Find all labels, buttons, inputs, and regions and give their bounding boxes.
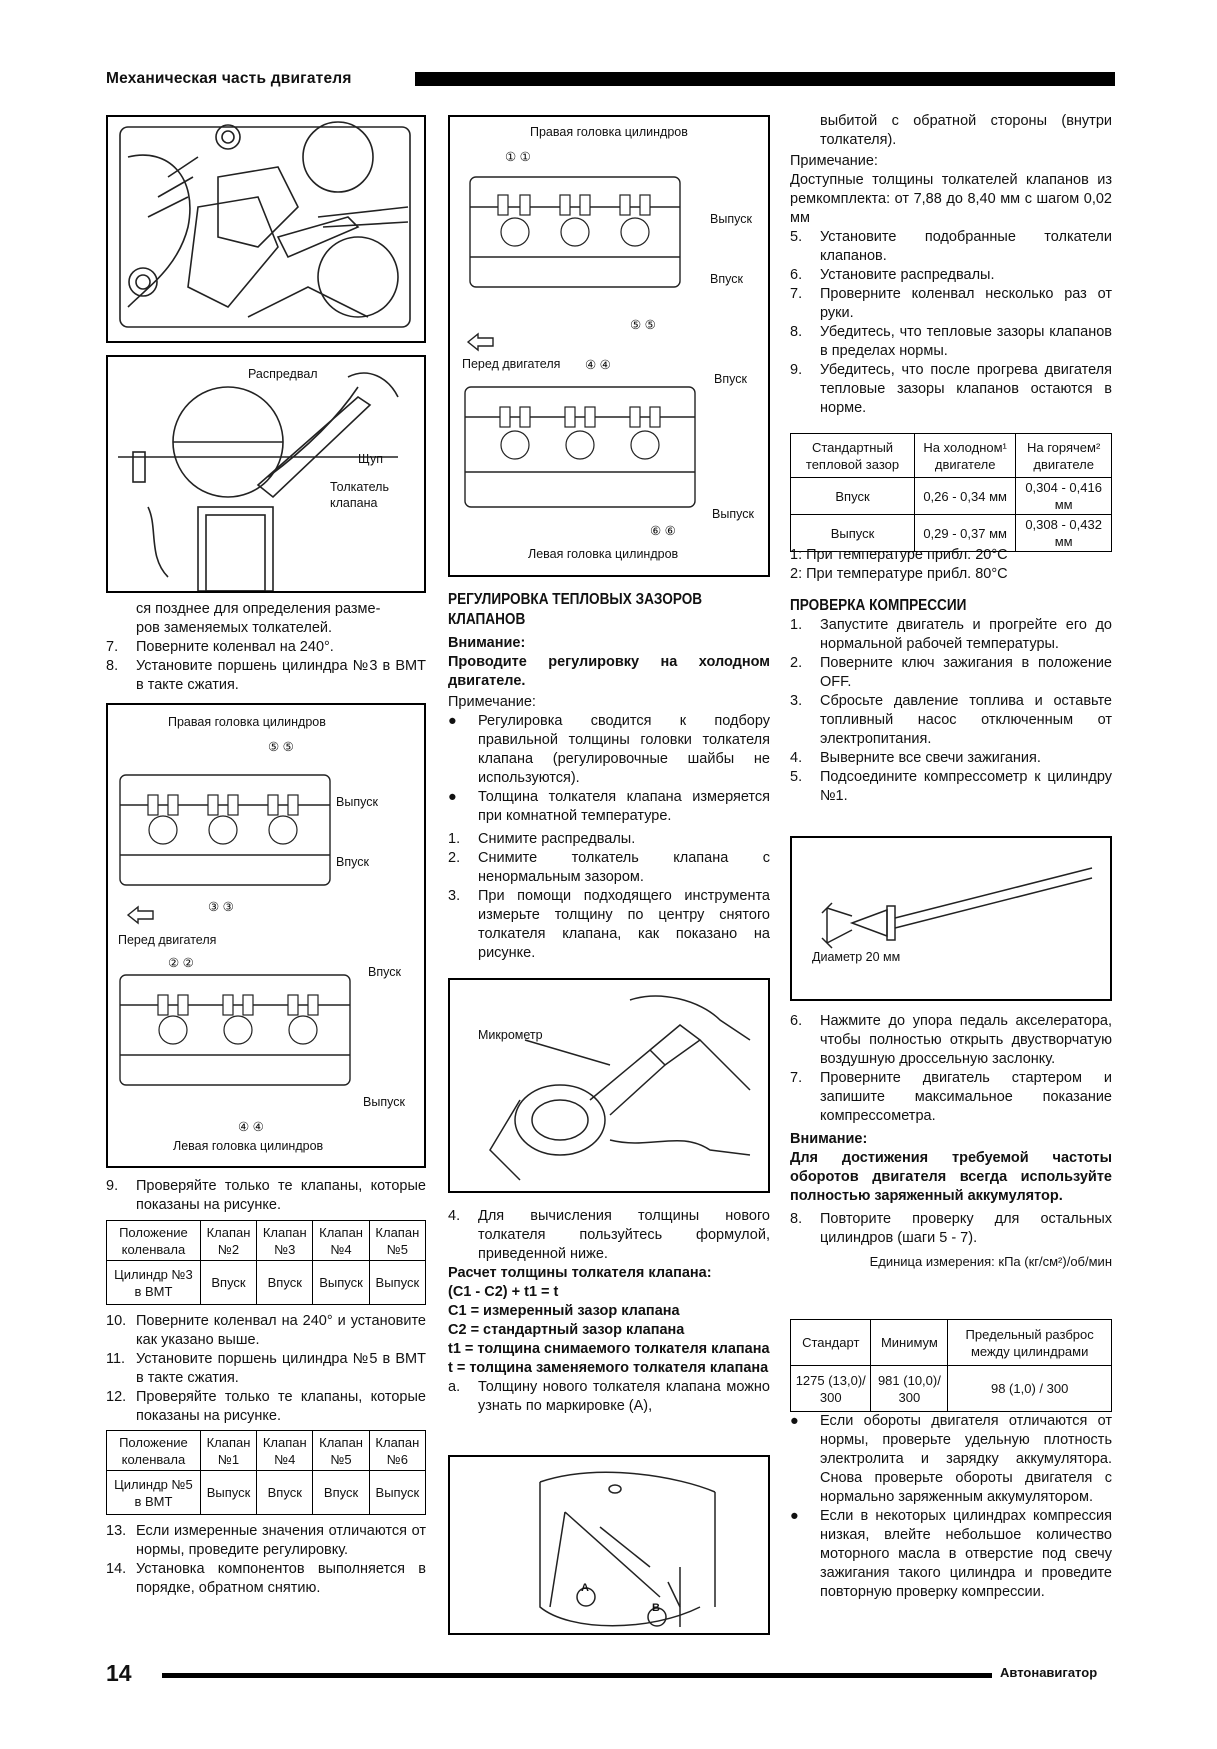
formula-section: 4. Для вычисления толщины нового толкателя пользуйтесь формулой, приведенной ниже. Расчет толщины толкателя клапана: (C1 - C2) + t1 = t C1 = измеренный зазор клапана C2 = стандартный зазор клапана t1 = толщина снимаемого толкателя клапана t = толщина заменяемого толкателя клапана a. Толщину нового толкателя клапана можно узнать по маркировке (A), [448,1208,770,1414]
page-number: 14 [106,1660,132,1686]
clearance-spec-table: Стандартный тепловой зазор На холодном¹ двигателе На горячем² двигателе Впуск 0,26 - 0,34 мм 0,304 - 0,416 мм Выпуск 0,29 - 0,37 мм 0,308 - 0,432 мм [790,433,1112,552]
tappet-marking-diagram [448,1455,770,1635]
compression-steps-6-8: 6. Нажмите до упора педаль акселератора, чтобы полностью открыть двустворчатую воздушную дроссельную заслонку. 7. Проверните двигатель стартером и запишите максимальное показание компрессометра. Внимание: Для достижения требуемой частоты оборотов двигателя всегда используйте полностью заряженный аккумулятор. 8. Повторите проверку для остальных цилиндров (шаги 5 - 7). Единица измерения: кПа (кг/см²)/об/мин [790,1013,1112,1269]
section-title: Механическая часть двигателя [106,70,352,87]
valve-table-cyl5: Положение коленвала Клапан №1 Клапан №4 Клапан №5 Клапан №6 Цилиндр №5 в ВМТ Выпуск Впуск Впуск Выпуск [106,1430,426,1515]
label-exhaust: Выпуск [710,212,752,226]
col3-top-text: выбитой с обратной стороны (внутри толкателя). Примечание: Доступные толщины толкателей клапанов из ремкомплекта: от 7,88 до 8,40 мм с шагом 0,02 мм 5. Установите подобранные толкатели клапанов. 6. Установите распредвалы. 7. Проверните коленвал несколько раз от руки. 8. Убедитесь, что тепловые зазоры клапанов в пределах нормы. 9. Убедитесь, что после прогрева двигателя тепловые зазоры клапанов остаются в норме. [790,113,1112,416]
feeler-gauge-diagram [106,355,426,593]
compression-spec-table: Стандарт Минимум Предельный разброс между цилиндрами 1275 (13,0)/ 300 981 (10,0)/ 300 98 (1,0) / 300 [790,1319,1112,1412]
col1-continuation: ся позднее для определения разме- ров заменяемых толкателей. [136,601,381,636]
compression-gauge-adapter-diagram [790,836,1112,1001]
publisher-brand: Автонавигатор [1000,1665,1098,1680]
label-intake-2: Впуск [714,372,747,386]
micrometer-diagram [448,978,770,1193]
mark-4: ④ ④ [585,358,611,372]
label-diameter: Диаметр 20 мм [812,950,901,964]
mark-6: ⑥ ⑥ [650,524,676,538]
valve-clearance-section: РЕГУЛИРОВКА ТЕПЛОВЫХ ЗАЗОРОВ КЛАПАНОВ Внимание: Проводите регулировку на холодном двигателе. Примечание: ● Регулировка сводится к подбору правильной толщины головки толкателя клапана (регулировочные шайбы не используются). ● Толщина толкателя клапана измеряется при комнатной температуре. 1. Снимите распредвалы. 2. Снимите толкатель клапана с ненормальным зазором. 3. При помощи подходящего инструмента измерьте толщину по центру снятого толкателя клапана, как показано на рисунке. [448,591,770,961]
col1-steps-13-14: 13. Если измеренные значения отличаются от нормы, проведите регулировку. 14. Установка компонентов выполняется в порядке, обратном снятию. [106,1523,426,1596]
label-camshaft: Распредвал [248,367,318,381]
header-rule [415,72,1115,86]
label-exhaust-2: Выпуск [363,1095,405,1109]
label-feeler-gauge: Щуп [358,452,384,466]
mark-2: ② ② [168,956,194,970]
cylinder-heads-diagram-cyl1 [448,115,770,577]
footer-rule [162,1673,992,1678]
label-engine-front: Перед двигателя [462,357,561,371]
label-tappet-1: Толкатель [330,480,389,494]
mark-b: B [652,1602,660,1614]
mark-3: ③ ③ [208,900,234,914]
label-right-head: Правая головка цилиндров [530,125,688,139]
mark-1: ① ① [505,150,531,164]
mark-4: ④ ④ [238,1120,264,1134]
cylinder-heads-diagram-cyl3 [106,703,426,1168]
mark-5: ⑤ ⑤ [630,318,656,332]
heading-valve-clearance: РЕГУЛИРОВКА ТЕПЛОВЫХ ЗАЗОРОВ КЛАПАНОВ [448,591,703,628]
label-left-head: Левая головка цилиндров [528,547,679,561]
compression-section: 1: При температуре прибл. 20°C 2: При температуре прибл. 80°C ПРОВЕРКА КОМПРЕССИИ 1. Запустите двигатель и прогрейте его до нормальной рабочей температуры. 2. Поверните ключ зажигания в положение OFF. 3. Сбросьте давление топлива и оставьте топливный насос отключенным от электропитания. 4. Выверните все свечи зажигания. 5. Подсоедините компрессометр к цилиндру №1. [790,547,1112,804]
label-exhaust-2: Выпуск [712,507,754,521]
mark-a: A [581,1582,589,1594]
label-intake: Впуск [336,855,369,869]
engine-tool-illustration [106,115,426,343]
label-left-head: Левая головка цилиндров [173,1139,324,1153]
label-right-head: Правая головка цилиндров [168,715,326,729]
label-micrometer: Микрометр [478,1028,543,1042]
compression-notes: ● Если обороты двигателя отличаются от нормы, проверьте удельную плотность электролита и зарядку аккумулятора. Снова проверьте обороты двигателя с нормально заряженным аккумулятором. ● Если в некоторых цилиндрах компрессия низкая, влейте небольшое количество моторного масла в отверстие под свечу зажигания такого цилиндра и проведите повторную проверку компрессии. [790,1413,1112,1600]
valve-table-cyl3: Положение коленвала Клапан №2 Клапан №3 Клапан №4 Клапан №5 Цилиндр №3 в ВМТ Впуск Впуск Выпуск Выпуск [106,1220,426,1305]
label-engine-front: Перед двигателя [118,933,217,947]
col1-step-9: 9. Проверяйте только те клапаны, которые показаны на рисунке. [106,1178,426,1213]
col1-steps-7-8: 7. Поверните коленвал на 240°. 8. Установите поршень цилиндра №3 в ВМТ в такте сжатия. [106,639,426,693]
heading-compression: ПРОВЕРКА КОМПРЕССИИ [790,597,967,614]
label-intake-2: Впуск [368,965,401,979]
label-exhaust: Выпуск [336,795,378,809]
mark-5: ⑤ ⑤ [268,740,294,754]
label-intake: Впуск [710,272,743,286]
col1-steps-10-12: 10. Поверните коленвал на 240° и установите как указано выше. 11. Установите поршень цилиндра №5 в ВМТ в такте сжатия. 12. Проверяйте только те клапаны, которые показаны на рисунке. [106,1313,426,1424]
label-tappet-2: клапана [330,496,378,510]
